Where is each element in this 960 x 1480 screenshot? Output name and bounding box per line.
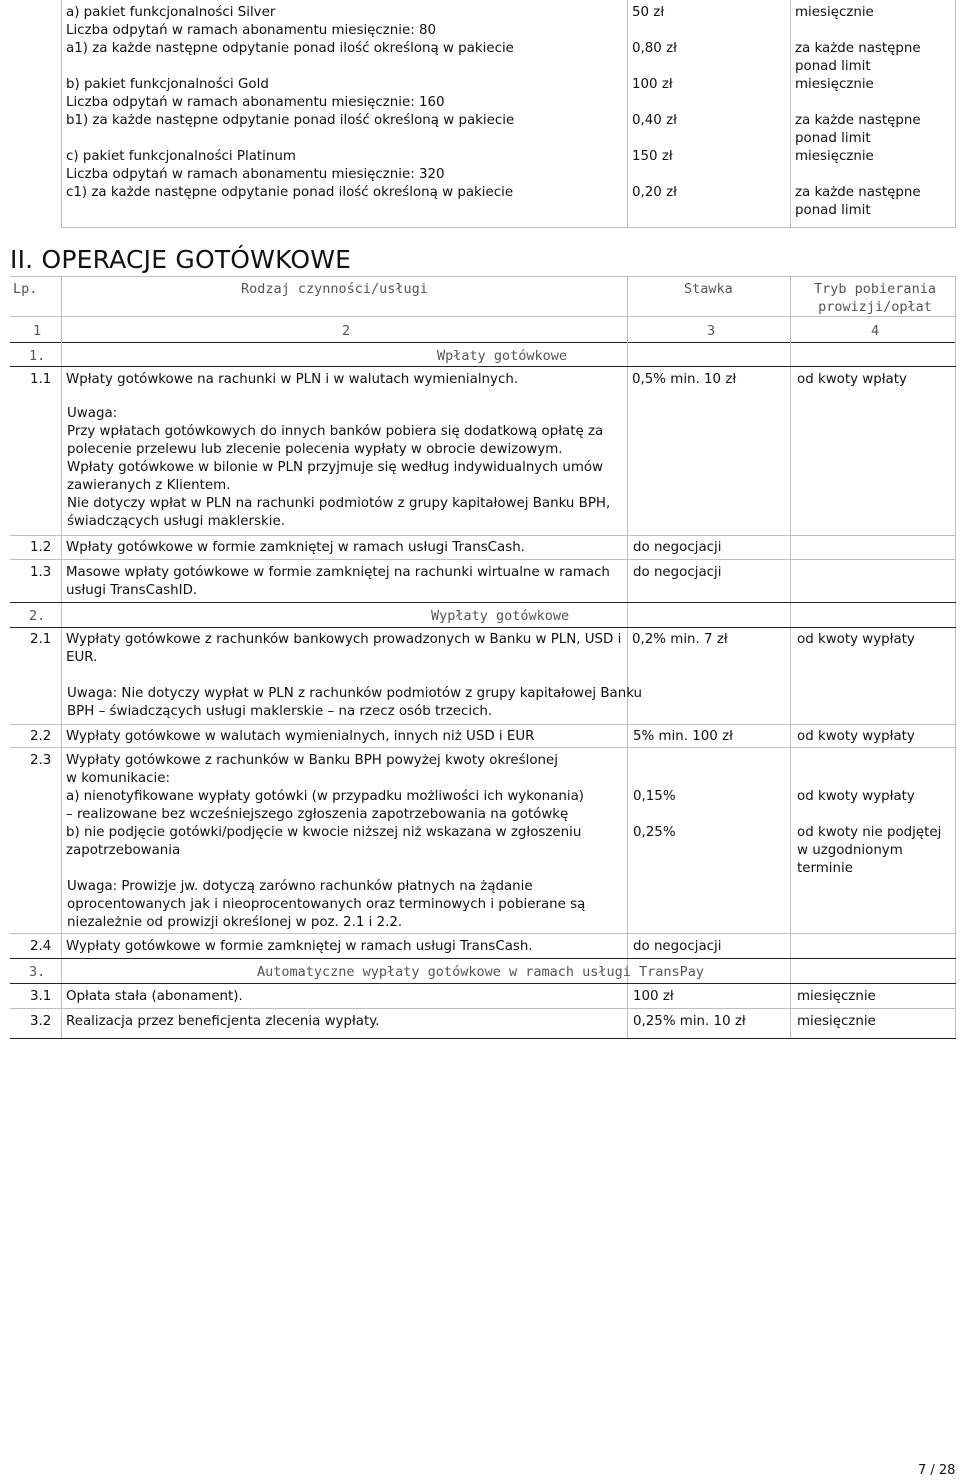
row-2-2-lp: 2.2 (30, 729, 52, 744)
row-2-4-bottom-border (10, 958, 956, 959)
row-2-1-desc: Wypłaty gotówkowe z rachunków bankowych prowadzonych w Banku w PLN, USD i EUR. (66, 632, 622, 665)
row-1-2-rate: do negocjacji (633, 540, 722, 555)
row-1-3-lp: 1.3 (30, 565, 52, 580)
row-1-1-bottom-border (10, 535, 956, 536)
col-border-desc (627, 277, 628, 1039)
package-silver-extra-mode: za każde następne ponad limit (795, 41, 921, 74)
package-gold-extra-rate: 0,40 zł (632, 113, 677, 128)
package-gold-extra-mode: za każde następne ponad limit (795, 113, 921, 146)
header-num-1: 1 (33, 323, 42, 339)
header-top-border (10, 276, 956, 277)
package-silver-extra-desc: a1) za każde następne odpytanie ponad ilość określoną w pakiecie (66, 41, 514, 56)
group-3-title: Automatyczne wypłaty gotówkowe w ramach usługi TransPay (257, 964, 705, 980)
row-1-2-bottom-border (10, 559, 956, 560)
top-table-border-left (61, 0, 62, 228)
table-bottom-border (10, 1038, 956, 1039)
row-2-2-desc: Wypłaty gotówkowe w walutach wymienialnych, innych niż USD i EUR (66, 729, 535, 744)
row-1-3-rate: do negocjacji (633, 565, 722, 580)
row-3-2-lp: 3.2 (30, 1014, 52, 1029)
top-table-border-right (955, 0, 956, 228)
col-border-lp (61, 277, 62, 1039)
header-kind: Rodzaj czynności/usługi (241, 281, 428, 297)
row-1-2-lp: 1.2 (30, 540, 52, 555)
row-2-1-rate: 0,2% min. 7 zł (632, 632, 728, 647)
row-2-3-lp: 2.3 (30, 753, 52, 768)
row-2-1-note: Uwaga: Nie dotyczy wypłat w PLN z rachunków podmiotów z grupy kapitałowej Banku BPH – świadczących usługi maklerskie – na rzecz osób trzecich. (67, 686, 643, 719)
header-rate: Stawka (684, 281, 733, 297)
package-silver-extra-rate: 0,80 zł (632, 41, 677, 56)
row-2-3-intro: Wypłaty gotówkowe z rachunków w Banku BPH powyżej kwoty określonej w komunikacie: (66, 753, 559, 786)
package-gold-desc: b) pakiet funkcjonalności Gold Liczba odpytań w ramach abonamentu miesięcznie: 160 (66, 77, 445, 110)
row-1-1-rate: 0,5% min. 10 zł (632, 372, 737, 387)
group-3-lp: 3. (29, 964, 46, 980)
package-platinum-extra-mode: za każde następne ponad limit (795, 185, 921, 218)
group-1-bottom-border (10, 366, 956, 367)
row-3-1-desc: Opłata stała (abonament). (66, 989, 243, 1004)
col-border-right (955, 277, 956, 1039)
header-lp: Lp. (13, 281, 38, 297)
group-3-bottom-border (10, 983, 956, 984)
row-1-3-desc: Masowe wpłaty gotówkowe w formie zamkniętej na rachunki wirtualne w ramach usługi TransCashID. (66, 565, 610, 598)
row-1-3-bottom-border (10, 602, 956, 603)
group-2-title: Wypłaty gotówkowe (431, 608, 570, 624)
row-3-1-mode: miesięcznie (797, 989, 876, 1004)
row-3-2-rate: 0,25% min. 10 zł (633, 1014, 746, 1029)
row-1-1-lp: 1.1 (30, 372, 52, 387)
row-2-3-b-mode: od kwoty nie podjętej w uzgodnionym terminie (797, 825, 942, 876)
group-1-lp: 1. (29, 348, 46, 364)
package-silver-mode: miesięcznie (795, 5, 874, 20)
package-platinum-rate: 150 zł (632, 149, 673, 164)
row-2-1-lp: 2.1 (30, 632, 52, 647)
row-1-2-desc: Wpłaty gotówkowe w formie zamkniętej w ramach usługi TransCash. (66, 540, 525, 555)
package-gold-mode: miesięcznie (795, 77, 874, 92)
row-1-1-mode: od kwoty wpłaty (797, 372, 907, 387)
row-2-3-b-rate: 0,25% (633, 825, 676, 840)
row-3-1-bottom-border (10, 1008, 956, 1009)
page-number: 7 / 28 (918, 1463, 956, 1478)
row-2-3-a-mode: od kwoty wypłaty (797, 789, 915, 804)
row-2-3-b-desc: b) nie podjęcie gotówki/podjęcie w kwocie niższej niż wskazana w zgłoszeniu zapotrzebowania (66, 825, 582, 858)
row-1-1-desc: Wpłaty gotówkowe na rachunki w PLN i w walutach wymienialnych. (66, 372, 519, 387)
numbers-bottom-border (10, 342, 956, 343)
header-mode: Tryb pobierania prowizji/opłat (814, 281, 936, 315)
header-bottom-border (10, 316, 956, 317)
row-2-4-rate: do negocjacji (633, 939, 722, 954)
row-3-2-desc: Realizacja przez beneficjenta zlecenia wypłaty. (66, 1014, 380, 1029)
row-2-1-bottom-border (10, 724, 956, 725)
package-platinum-desc: c) pakiet funkcjonalności Platinum Liczba odpytań w ramach abonamentu miesięcznie: 320 (66, 149, 445, 182)
row-2-3-a-rate: 0,15% (633, 789, 676, 804)
row-1-1-note: Uwaga: Przy wpłatach gotówkowych do innych banków pobiera się dodatkową opłatę za polecenie przelewu lub zlecenie polecenia wypłaty w obrocie dewizowym. Wpłaty gotówkowe w bilonie w PLN przyjmuje się według indywidualnych umów zawieranych z Klientem. Nie dotyczy wpłat w PLN na rachunki podmiotów z grupy kapitałowej Banku BPH, świadczących usługi maklerskie. (67, 406, 611, 529)
header-num-4: 4 (871, 323, 880, 339)
row-2-2-rate: 5% min. 100 zł (633, 729, 733, 744)
row-3-1-rate: 100 zł (633, 989, 674, 1004)
package-gold-extra-desc: b1) za każde następne odpytanie ponad ilość określoną w pakiecie (66, 113, 515, 128)
row-3-2-mode: miesięcznie (797, 1014, 876, 1029)
top-table-bottom-border (61, 227, 956, 228)
row-2-3-note: Uwaga: Prowizje jw. dotyczą zarówno rachunków płatnych na żądanie oprocentowanych jak i nieoprocentowanych oraz terminowych i pobierane są niezależnie od prowizji określonej w poz. 2.1 i 2.2. (67, 879, 586, 930)
top-table-border-mid1 (627, 0, 628, 228)
group-2-lp: 2. (29, 608, 46, 624)
package-platinum-extra-desc: c1) za każde następne odpytanie ponad ilość określoną w pakiecie (66, 185, 514, 200)
section-title: II. OPERACJE GOTÓWKOWE (10, 245, 352, 274)
row-2-2-mode: od kwoty wypłaty (797, 729, 915, 744)
package-platinum-extra-rate: 0,20 zł (632, 185, 677, 200)
group-1-title: Wpłaty gotówkowe (437, 348, 568, 364)
top-table-border-mid2 (790, 0, 791, 228)
package-gold-rate: 100 zł (632, 77, 673, 92)
header-num-2: 2 (342, 323, 351, 339)
package-platinum-mode: miesięcznie (795, 149, 874, 164)
row-2-3-bottom-border (10, 933, 956, 934)
row-2-1-mode: od kwoty wypłaty (797, 632, 915, 647)
package-silver-rate: 50 zł (632, 5, 665, 20)
row-2-4-lp: 2.4 (30, 939, 52, 954)
package-silver-desc: a) pakiet funkcjonalności Silver Liczba odpytań w ramach abonamentu miesięcznie: 80 (66, 5, 437, 38)
col-border-rate (790, 277, 791, 1039)
row-2-2-bottom-border (10, 747, 956, 748)
row-3-1-lp: 3.1 (30, 989, 52, 1004)
row-2-3-a-desc: a) nienotyfikowane wypłaty gotówki (w przypadku możliwości ich wykonania) – realizowane bez wcześniejszego zgłoszenia zapotrzebowania na gotówkę (66, 789, 585, 822)
group-2-bottom-border (10, 627, 956, 628)
header-num-3: 3 (707, 323, 716, 339)
row-2-4-desc: Wypłaty gotówkowe w formie zamkniętej w ramach usługi TransCash. (66, 939, 533, 954)
